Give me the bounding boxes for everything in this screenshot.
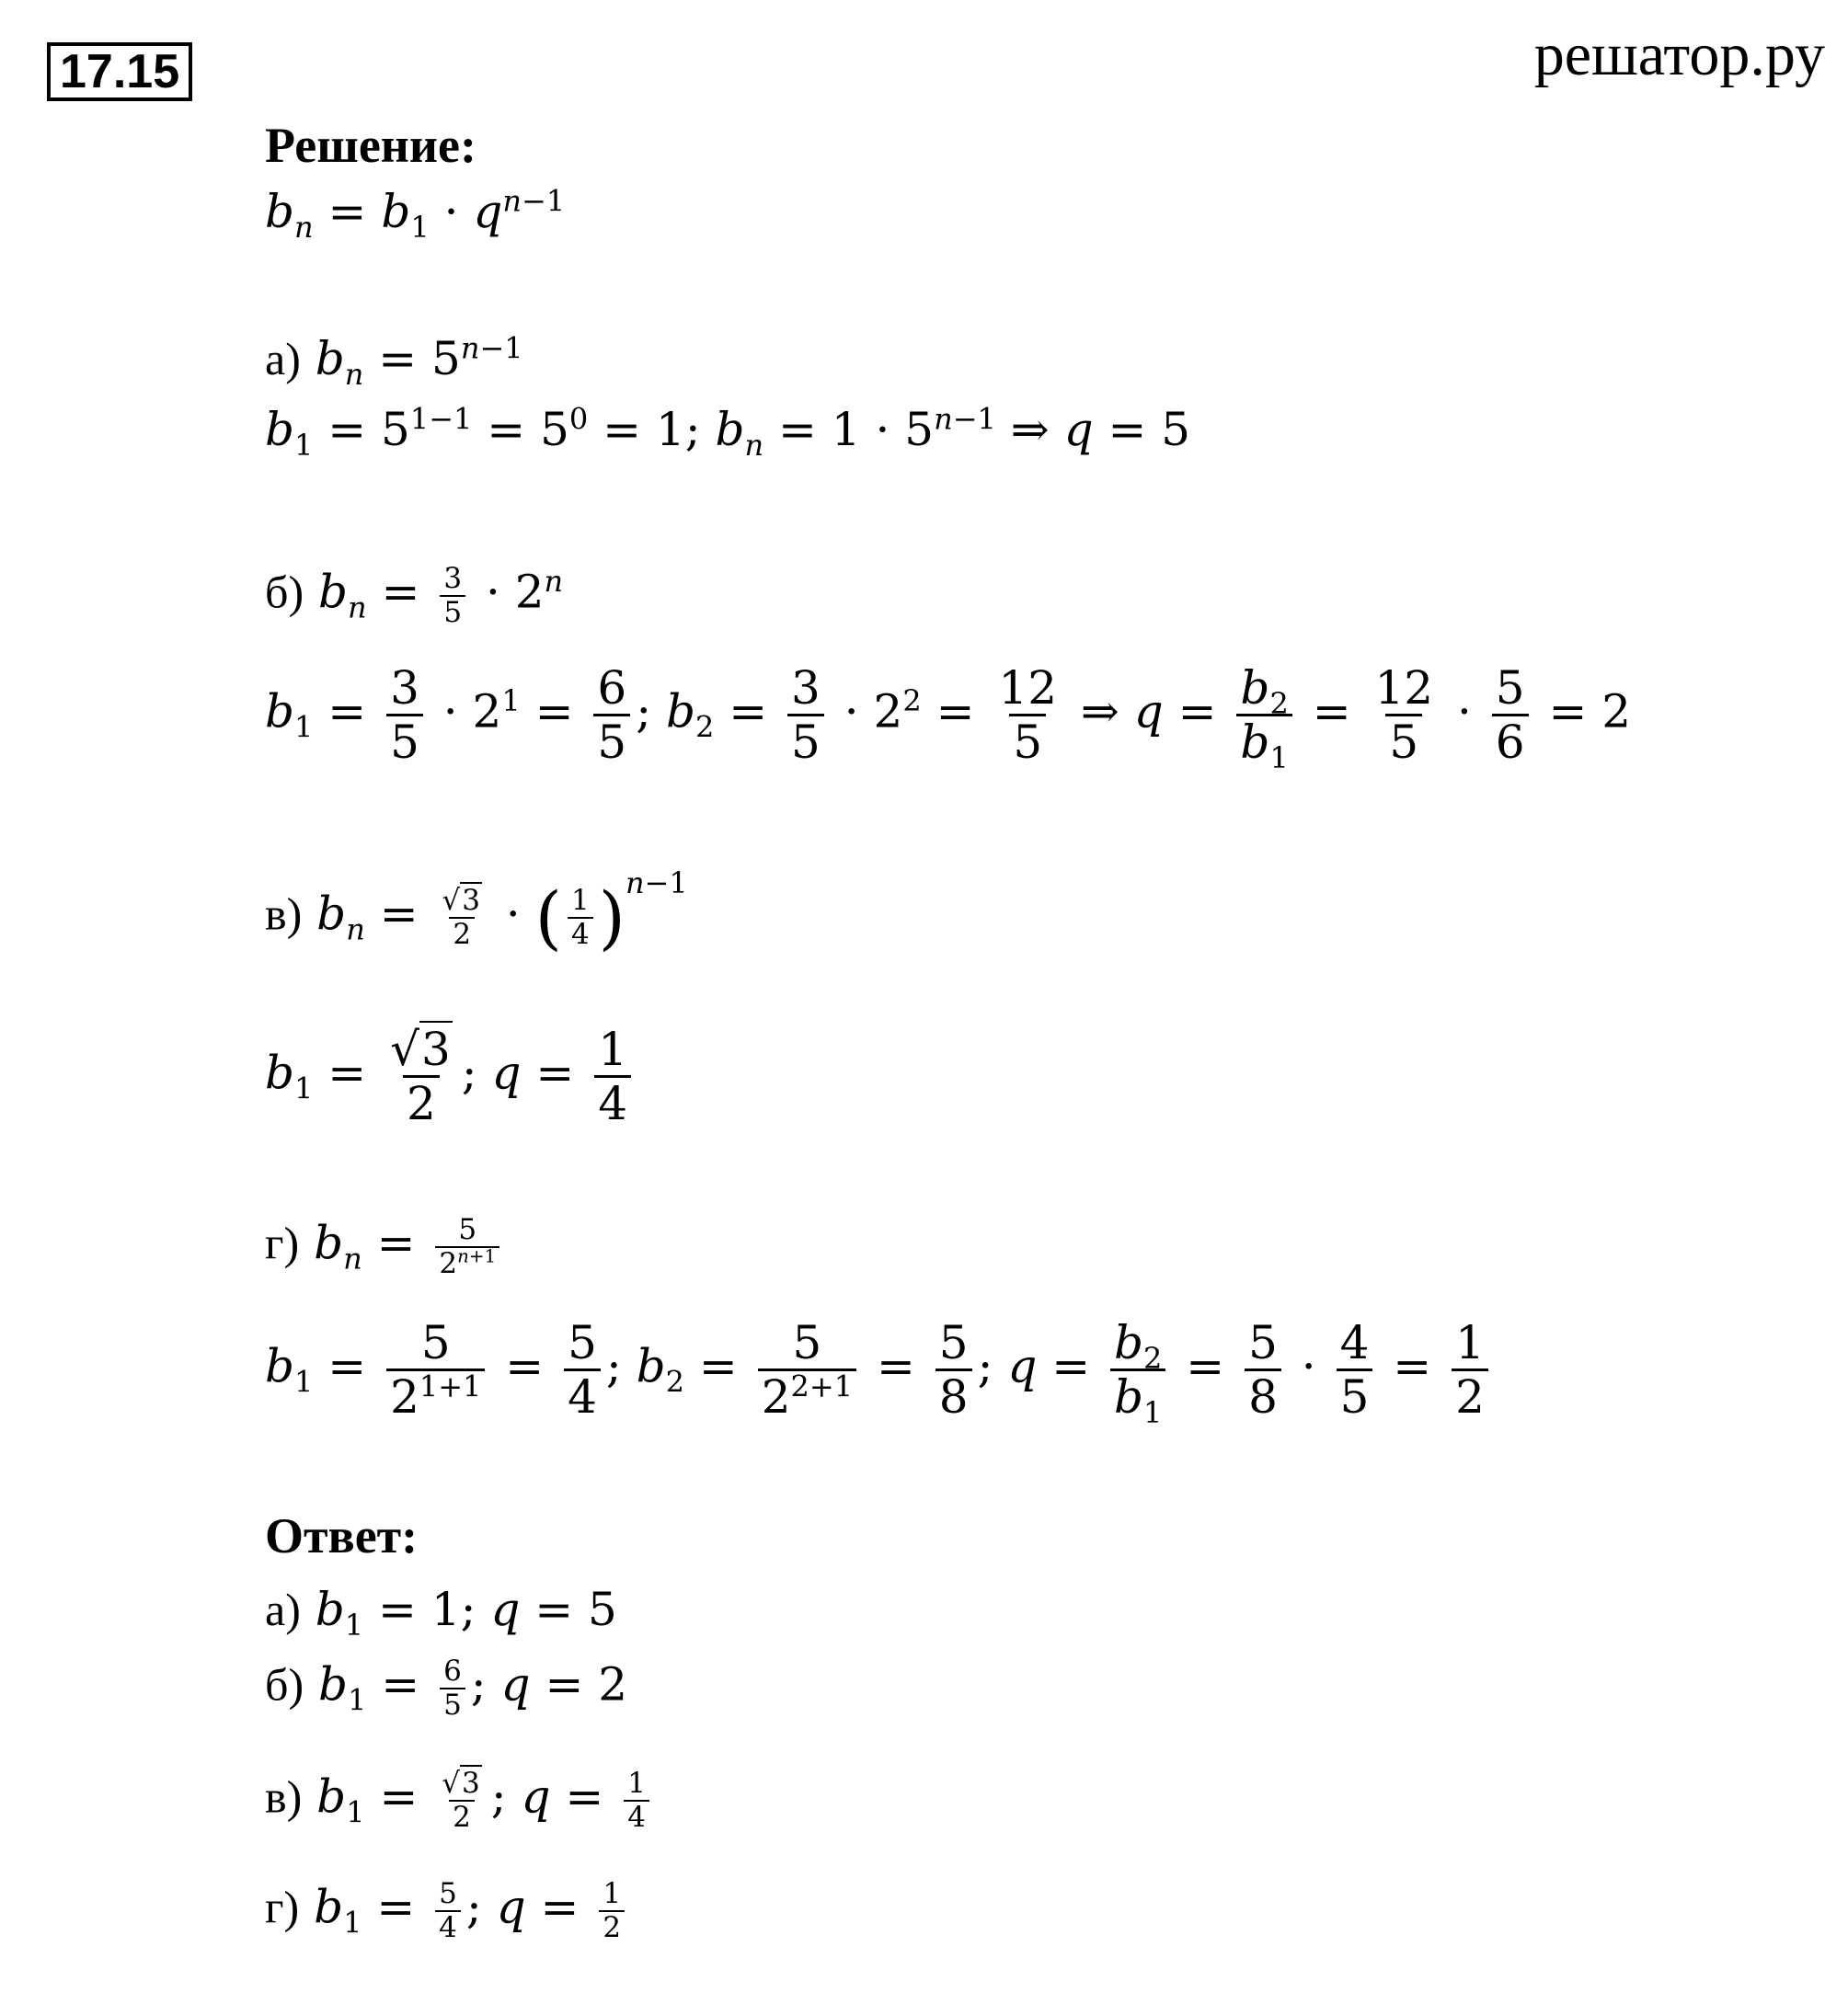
answer-heading: Ответ: — [265, 1508, 419, 1563]
part-b-work: $b_1$ = $\frac{3}{5}$ · $2^1$ = $\frac{6}{5}$ ; $b_2$ = $\frac{3}{5}$ · $2^2$ = $\frac{12}{5}$ ⇒ q = $\frac{b_2}{b_1}$ = $\frac{12}{5}$ · $\frac{5}{6}$ = 2 — [265, 661, 1632, 775]
part-a-label: а) — [265, 333, 301, 384]
answer-b: б) $b_1$ = $\frac{6}{5}$ ; q = 2 — [265, 1655, 628, 1722]
part-v-work: $b_1$ = $\frac{√3}{2}$ ; q = $\frac{1}{4}$ — [265, 1024, 637, 1129]
general-formula: $b_n = b_1 \cdot q^{n-1}$ — [265, 183, 566, 245]
part-g-work: $b_1$ = $\frac{5}{2^{1+1}}$ = $\frac{5}{4}$ ; $b_2$ = $\frac{5}{2^{2+1}}$ = $\frac{5}{8}$ ; q = $\frac{b_2}{b_1}$ = $\frac{5}{8}$ · $\frac{4}{5}$ = $\frac{1}{2}$ — [265, 1317, 1494, 1423]
part-v-label: в) — [265, 887, 303, 940]
answer-v: в) $b_1$ = $\frac{√3}{2}$ ; q = $\frac{1}{4}$ — [265, 1768, 655, 1833]
answer-a: а) $b_1 = 1$; q = 5 — [265, 1583, 617, 1643]
part-a-given: а) $b_n = 5^{n-1}$ — [265, 330, 523, 392]
part-b-label: б) — [265, 566, 304, 618]
part-a-work: $b_1 = 5^{1-1} = 5^0 = 1$; $b_n = 1 \cdot 5^{n-1}$ ⇒ q = 5 — [265, 401, 1191, 463]
part-g-label: г) — [265, 1217, 300, 1269]
solution-heading: Решение: — [265, 118, 476, 173]
part-v-given: в) $b_n$ = $\frac{√3}{2}$ · ( $\frac{1}{4}$ )$^{n-1}$ — [265, 865, 688, 958]
part-g-given: г) $b_n$ = $\frac{5}{2^{n+1}}$ — [265, 1214, 505, 1279]
part-b-given: б) $b_n$ = $\frac{3}{5}$ · $2^n$ — [265, 562, 564, 629]
site-name: решатор.ру — [1533, 21, 1825, 88]
answer-g: г) $b_1$ = $\frac{5}{4}$ ; q = $\frac{1}{2}$ — [265, 1878, 630, 1943]
problem-number: 17.15 — [47, 42, 192, 101]
